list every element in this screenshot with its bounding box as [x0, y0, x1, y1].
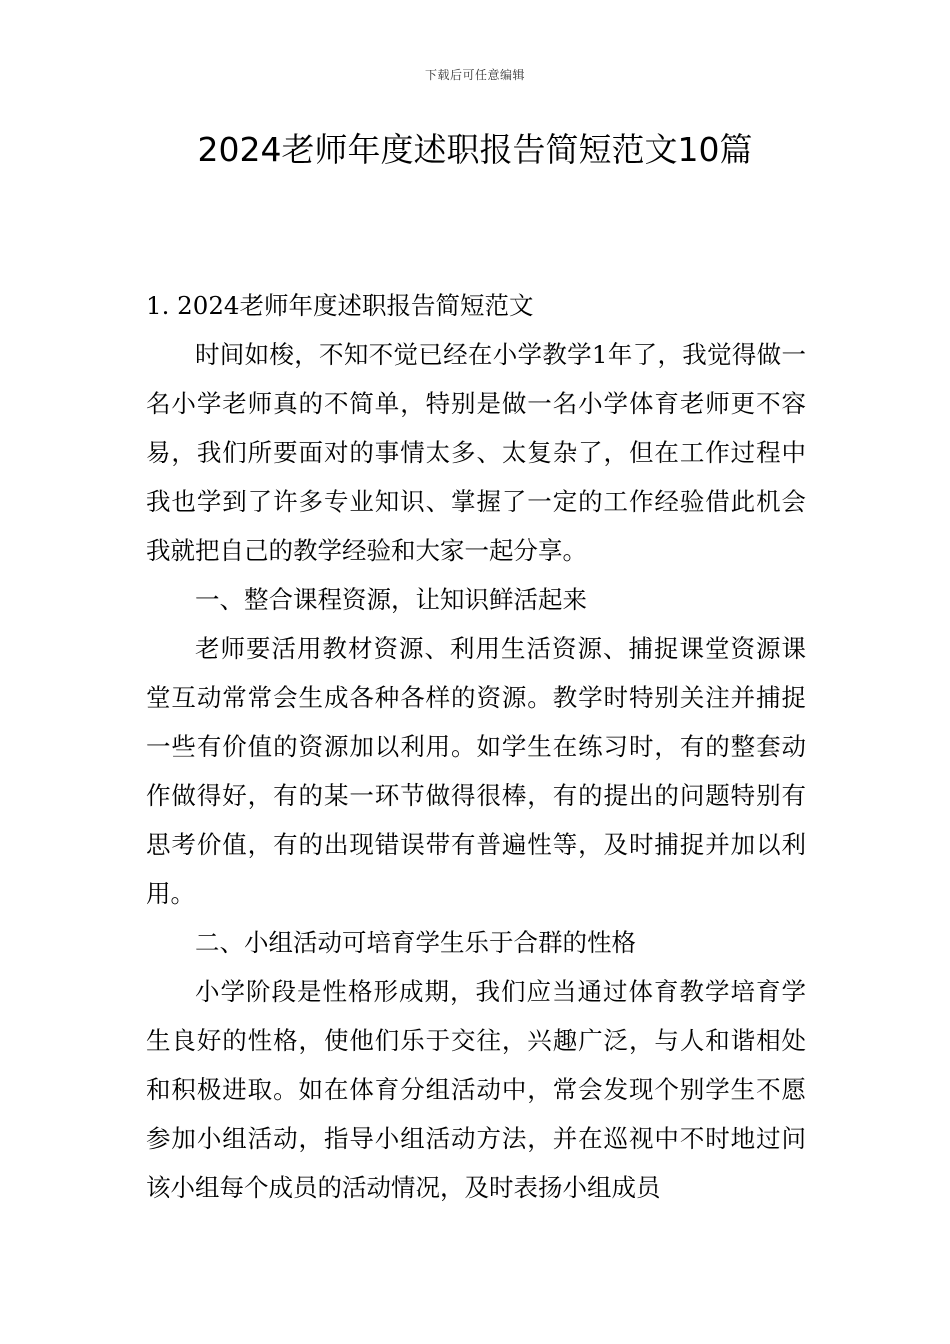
subheading-two: 二、小组活动可培育学生乐于合群的性格	[195, 928, 636, 957]
header-note: 下载后可任意编辑	[424, 68, 525, 82]
document-body	[146, 281, 806, 1212]
section-heading: 1. 2024老师年度述职报告简短范文	[146, 291, 534, 320]
paragraph-two: 小学阶段是性格形成期，我们应当通过体育教学培育学生良好的性格，使他们乐于交往，兴趣广泛，与人和谐相处和积极进取。如在体育分组活动中，常会发现个别学生不愿参加小组活动，指导小组活动方法，并在巡视中不时地过问该小组每个成员的活动情况，及时表扬小组成员	[146, 977, 806, 1202]
paragraph-one: 老师要活用教材资源、利用生活资源、捕捉课堂资源课堂互动常常会生成各种各样的资源。教学时特别关注并捕捉一些有价值的资源加以利用。如学生在练习时，有的整套动作做得好，有的某一环节做得很棒，有的提出的问题特别有思考价值，有的出现错误带有普遍性等，及时捕捉并加以利用。	[146, 634, 806, 908]
paragraph-intro: 时间如梭，不知不觉已经在小学教学1年了，我觉得做一名小学老师真的不简单，特别是做一名小学体育老师更不容易，我们所要面对的事情太多、太复杂了，但在工作过程中我也学到了许多专业知识、掌握了一定的工作经验借此机会我就把自己的教学经验和大家一起分享。	[146, 340, 806, 565]
page-title: 2024老师年度述职报告简短范文10篇	[197, 130, 753, 169]
subheading-one: 一、整合课程资源，让知识鲜活起来	[195, 585, 587, 614]
